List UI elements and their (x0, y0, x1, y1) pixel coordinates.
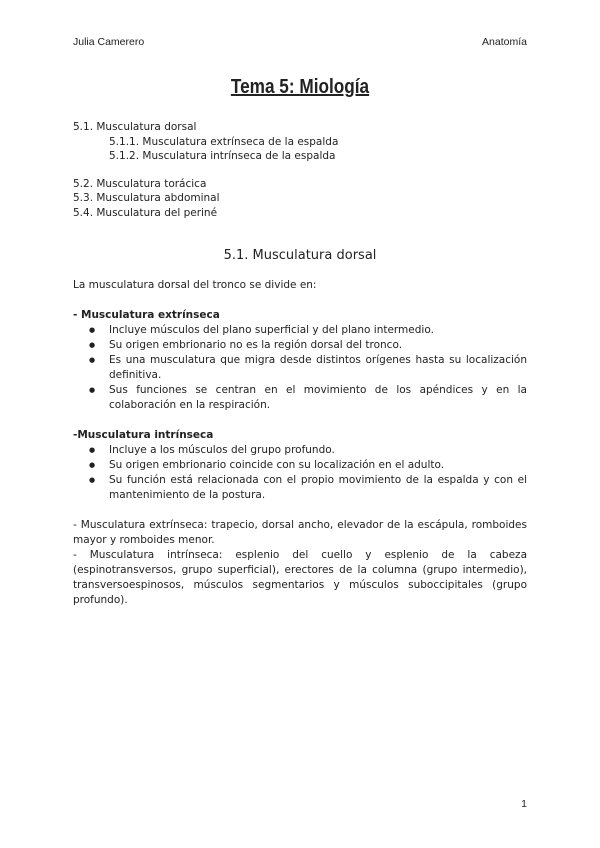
list-item: ● Su origen embrionario no es la región dorsal del tronco. (109, 338, 527, 353)
toc-item-5-4: 5.4. Musculatura del periné (73, 206, 218, 219)
section-content (73, 278, 527, 608)
list-item: ● Incluye músculos del plano superficial y del plano intermedio. (109, 323, 527, 338)
intrinsic-list (73, 443, 527, 503)
list-item: ● Sus funciones se centran en el movimiento de los apéndices y en la colaboración en la respiración. (109, 383, 527, 413)
page-title: Tema 5: Miología (230, 76, 370, 98)
section-title: 5.1. Musculatura dorsal (223, 248, 377, 263)
extrinsic-block (73, 308, 527, 413)
list-item: ● Su origen embrionario coincide con su localización en el adulto. (109, 458, 527, 473)
toc-item-5-1: 5.1. Musculatura dorsal (73, 121, 197, 133)
extrinsic-muscles-paragraph: - Musculatura extrínseca: trapecio, dorsal ancho, elevador de la escápula, romboides mayor y romboides menor. (73, 519, 527, 546)
extrinsic-heading: - Musculatura extrínseca (73, 309, 220, 321)
toc-item-5-1-2: 5.1.2. Musculatura intrínseca de la espalda (109, 150, 336, 162)
toc-item-5-3: 5.3. Musculatura abdominal (73, 192, 220, 204)
toc-item-5-1-1: 5.1.1. Musculatura extrínseca de la espalda (109, 135, 339, 148)
header-author: Julia Camerero (73, 36, 145, 48)
table-of-contents (73, 120, 338, 220)
toc-item-5-2: 5.2. Musculatura torácica (73, 177, 207, 190)
page-number: 1 (521, 798, 527, 810)
list-item: ● Es una musculatura que migra desde distintos orígenes hasta su localización definitiva. (109, 353, 527, 383)
extrinsic-list (73, 323, 527, 413)
intrinsic-heading: -Musculatura intrínseca (73, 429, 214, 441)
header-subject: Anatomía (482, 36, 527, 48)
intrinsic-muscles-paragraph: - Musculatura intrínseca: esplenio del cuello y esplenio de la cabeza (espinotransversos, grupo superficial), erectores de la columna (grupo intermedio), transversoespinosos, músculos segmentarios y músculos suboccipitales (grupo profundo). (73, 549, 527, 606)
list-item: ● Su función está relacionada con el propio movimiento de la espalda y con el mantenimiento de la postura. (109, 473, 527, 503)
intrinsic-block (73, 428, 527, 503)
section-intro: La musculatura dorsal del tronco se divide en: (73, 279, 317, 291)
list-item: ● Incluye a los músculos del grupo profundo. (109, 443, 527, 458)
